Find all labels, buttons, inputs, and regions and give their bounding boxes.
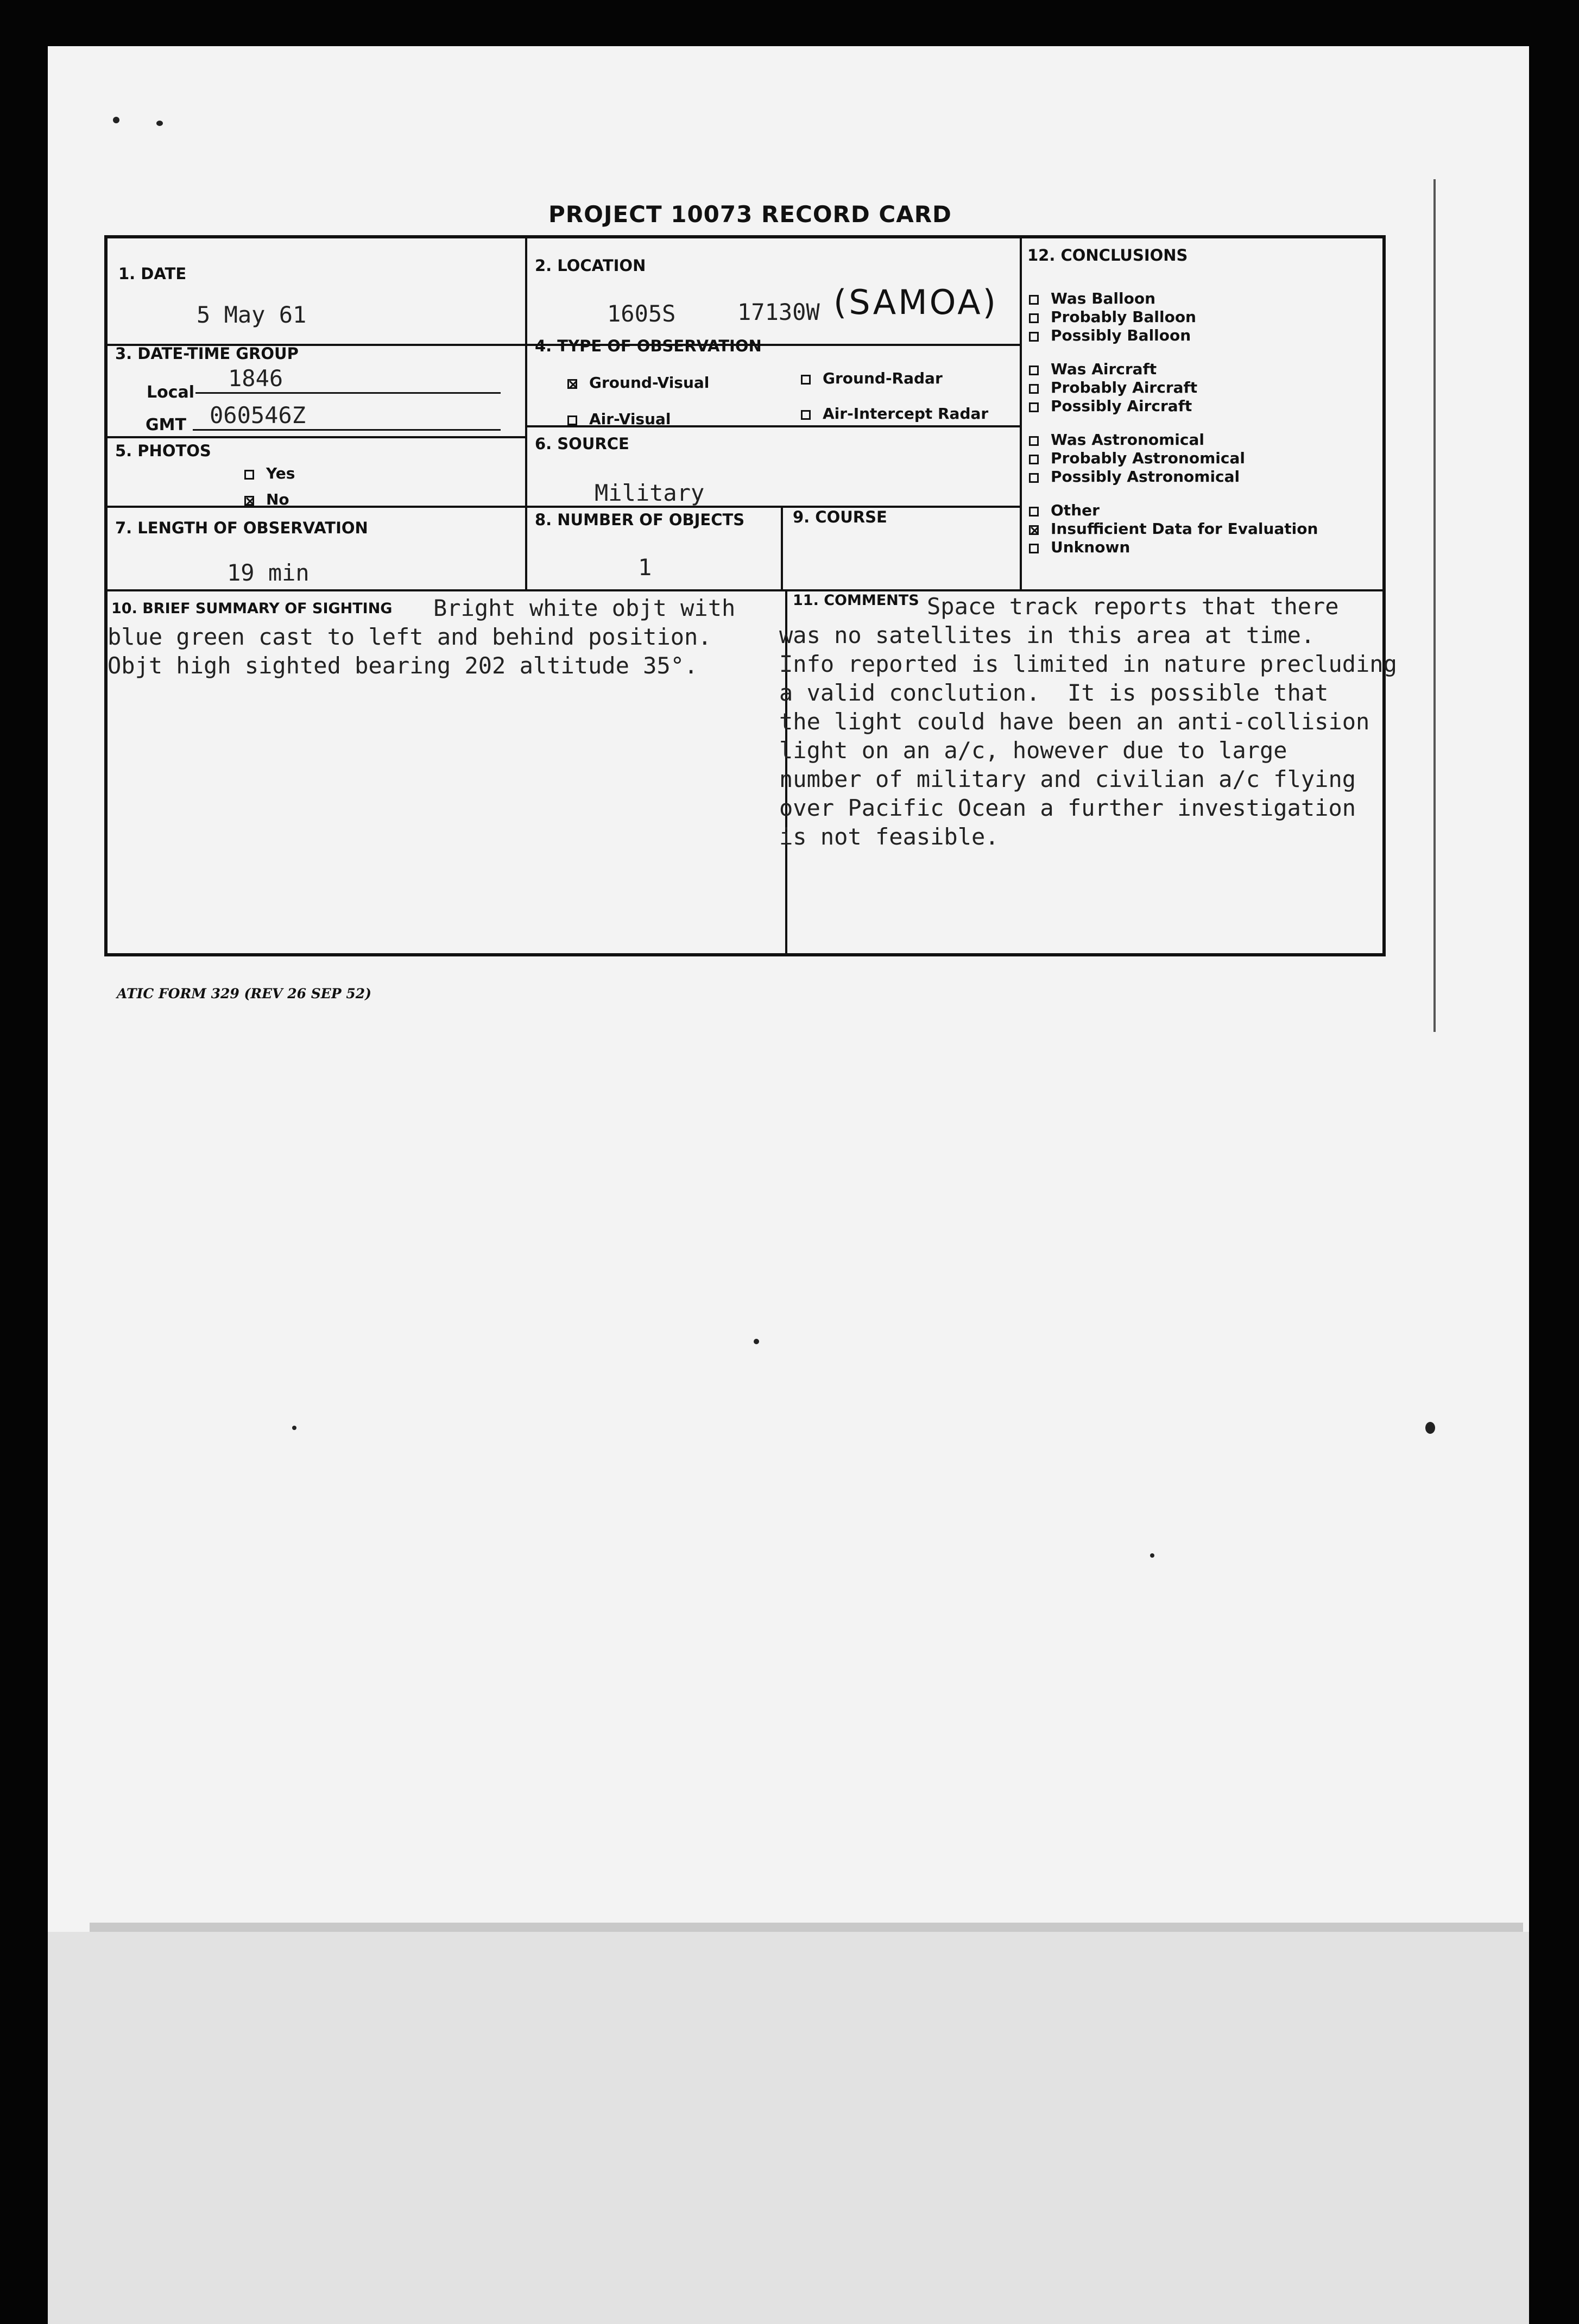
dust-speck: [1150, 1553, 1154, 1558]
source-label: 6. SOURCE: [535, 434, 629, 453]
checkbox-icon[interactable]: [1029, 384, 1039, 394]
brief-summary-label: 10. BRIEF SUMMARY OF SIGHTING: [111, 600, 393, 617]
checkbox-icon[interactable]: [1029, 313, 1039, 323]
option-ground-visual[interactable]: Ground-Visual: [567, 374, 709, 392]
option-photos-no[interactable]: No: [244, 490, 289, 508]
comments-label: 11. COMMENTS: [793, 592, 919, 609]
checkbox-icon[interactable]: [1029, 295, 1039, 305]
dust-speck: [113, 117, 119, 123]
comments-line: a valid conclution. It is possible that: [779, 679, 1329, 706]
comments-line: is not feasible.: [779, 823, 999, 850]
checkbox-icon[interactable]: [1029, 366, 1039, 375]
option-photos-yes[interactable]: Yes: [244, 464, 295, 482]
source-value: Military: [595, 480, 705, 506]
scan-background: [48, 1932, 1529, 2324]
card-title: PROJECT 10073 RECORD CARD: [548, 201, 952, 228]
comments-line: over Pacific Ocean a further investigation: [779, 795, 1356, 821]
divider: [104, 436, 525, 438]
brief-summary-line: Objt high sighted bearing 202 altitude 35°.: [108, 652, 698, 679]
type-of-observation-label: 4. TYPE OF OBSERVATION: [535, 337, 762, 355]
divider: [1020, 235, 1022, 590]
dust-speck: [292, 1426, 296, 1430]
divider: [104, 589, 1386, 591]
dust-speck: [156, 121, 163, 126]
checkbox-checked-icon[interactable]: [244, 496, 254, 506]
checkbox-icon[interactable]: [1029, 544, 1039, 553]
checkbox-icon[interactable]: [1029, 402, 1039, 412]
checkbox-icon[interactable]: [801, 375, 811, 385]
photos-label: 5. PHOTOS: [115, 442, 211, 460]
number-of-objects-value: 1: [638, 554, 652, 581]
dust-speck: [754, 1339, 759, 1344]
option-possibly-astronomical[interactable]: Possibly Astronomical: [1029, 468, 1318, 486]
length-of-observation-value: 19 min: [227, 559, 310, 586]
checkbox-icon[interactable]: [567, 415, 577, 425]
scan-edge-line: [1433, 179, 1436, 1032]
conclusions-list: [1029, 289, 1318, 557]
date-value: 5 May 61: [197, 301, 307, 328]
comments-first-line: Space track reports that there: [927, 593, 1339, 620]
brief-summary-line: blue green cast to left and behind position.: [108, 623, 712, 650]
local-underline: [195, 392, 501, 394]
option-insufficient-data[interactable]: Insufficient Data for Evaluation: [1029, 520, 1318, 538]
gmt-label: GMT: [146, 415, 186, 434]
conclusions-label: 12. CONCLUSIONS: [1027, 246, 1188, 264]
location-label: 2. LOCATION: [535, 256, 646, 275]
gmt-value: 060546Z: [210, 402, 306, 429]
date-time-group-label: 3. DATE-TIME GROUP: [115, 344, 299, 363]
checkbox-checked-icon[interactable]: [567, 379, 577, 389]
dust-speck: [1425, 1422, 1435, 1434]
comments-line: the light could have been an anti-collision: [779, 708, 1370, 735]
option-was-astronomical[interactable]: Was Astronomical: [1029, 431, 1318, 449]
length-of-observation-label: 7. LENGTH OF OBSERVATION: [115, 519, 368, 537]
option-ground-radar[interactable]: Ground-Radar: [801, 369, 943, 387]
gmt-underline: [193, 429, 501, 431]
option-air-visual[interactable]: Air-Visual: [567, 410, 671, 428]
location-lat: 1605S: [607, 300, 676, 327]
comments-line: was no satellites in this area at time.: [779, 622, 1315, 648]
checkbox-icon[interactable]: [1029, 507, 1039, 517]
option-probably-astronomical[interactable]: Probably Astronomical: [1029, 449, 1318, 468]
local-label: Local: [147, 383, 195, 402]
comments-line: Info reported is limited in nature precluding: [779, 651, 1397, 677]
divider: [781, 506, 783, 590]
divider: [525, 235, 527, 590]
location-lon: 17130W: [737, 299, 820, 325]
checkbox-icon[interactable]: [1029, 455, 1039, 464]
option-was-balloon[interactable]: Was Balloon: [1029, 289, 1318, 308]
form-footer: ATIC FORM 329 (REV 26 SEP 52): [117, 986, 371, 1002]
option-air-intercept-radar[interactable]: Air-Intercept Radar: [801, 405, 988, 423]
comments-line: light on an a/c, however due to large: [779, 737, 1287, 764]
option-probably-balloon[interactable]: Probably Balloon: [1029, 308, 1318, 326]
comments-line: number of military and civilian a/c flying: [779, 766, 1356, 792]
checkbox-icon[interactable]: [244, 470, 254, 480]
checkbox-icon[interactable]: [801, 410, 811, 420]
option-other[interactable]: Other: [1029, 501, 1318, 520]
course-label: 9. COURSE: [793, 508, 887, 526]
location-note: (SAMOA): [833, 282, 998, 322]
checkbox-icon[interactable]: [1029, 473, 1039, 483]
option-was-aircraft[interactable]: Was Aircraft: [1029, 360, 1318, 379]
date-label: 1. DATE: [118, 264, 187, 283]
local-value: 1846: [228, 365, 283, 392]
option-possibly-balloon[interactable]: Possibly Balloon: [1029, 326, 1318, 345]
brief-summary-first-line: Bright white objt with: [433, 595, 736, 621]
option-unknown[interactable]: Unknown: [1029, 538, 1318, 557]
option-probably-aircraft[interactable]: Probably Aircraft: [1029, 379, 1318, 397]
checkbox-checked-icon[interactable]: [1029, 525, 1039, 535]
checkbox-icon[interactable]: [1029, 332, 1039, 342]
number-of-objects-label: 8. NUMBER OF OBJECTS: [535, 511, 745, 529]
checkbox-icon[interactable]: [1029, 436, 1039, 446]
option-possibly-aircraft[interactable]: Possibly Aircraft: [1029, 397, 1318, 415]
